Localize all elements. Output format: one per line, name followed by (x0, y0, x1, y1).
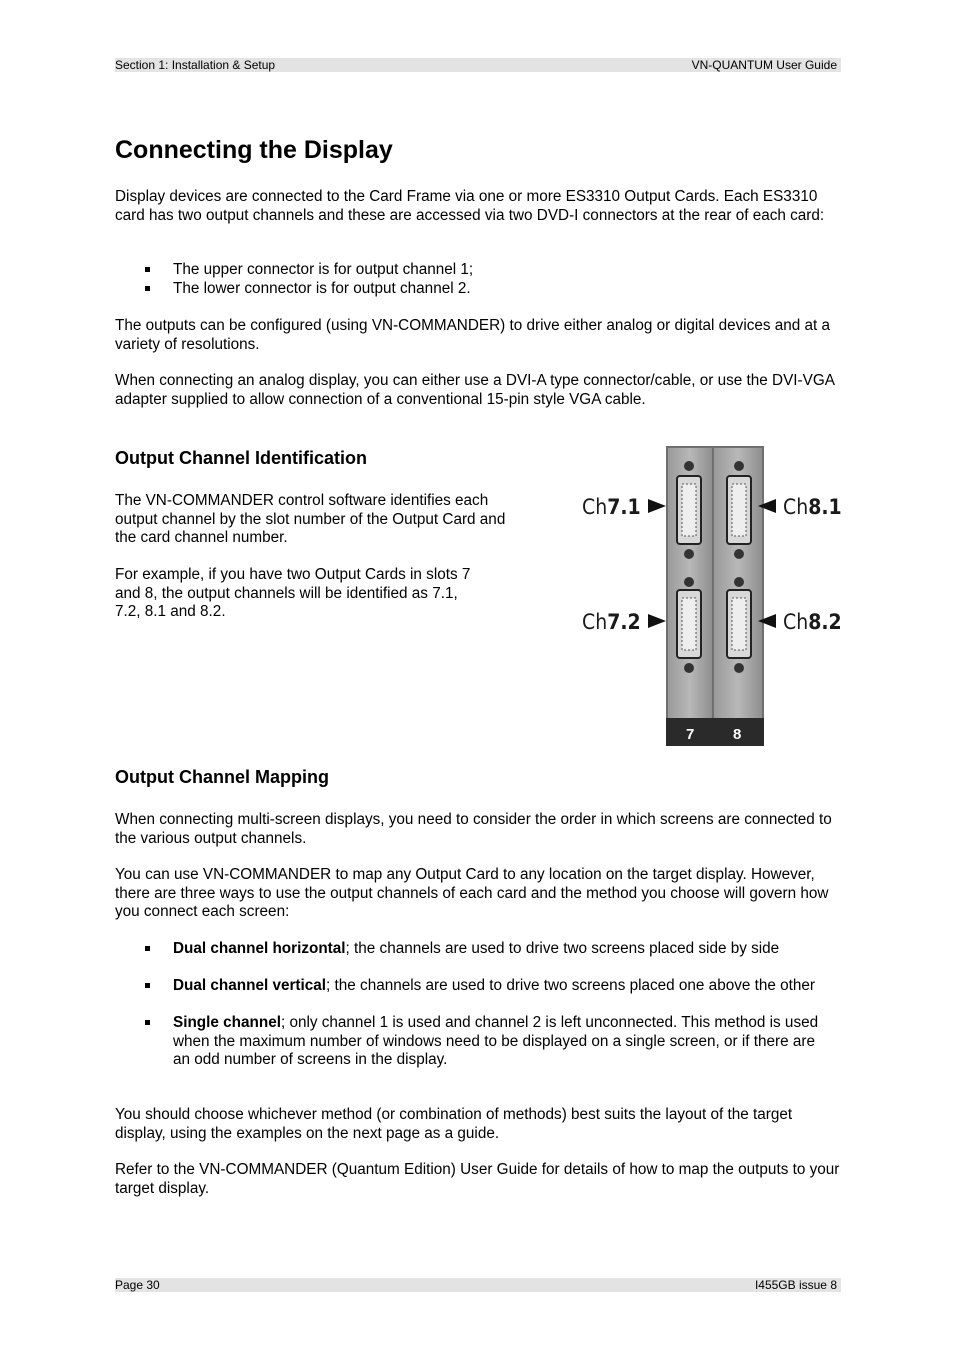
mapping-bullet-list (145, 940, 825, 1070)
bullet-icon (145, 983, 150, 988)
slot-number-strip (666, 718, 764, 746)
identification-paragraph-1: The VN-COMMANDER control software identifies each output channel by the slot number of the Output Card and the card channel number. (115, 492, 506, 546)
mapping-paragraph-3: You should choose whichever method (or combination of methods) best suits the layout of the target display, using the examples on the next page as a guide. (115, 1106, 793, 1142)
arrow-right-icon (648, 614, 666, 628)
mapping-heading: Output Channel Mapping (115, 767, 329, 787)
list-item: The lower connector is for output channel 2. (145, 280, 845, 299)
channel-label-7-1: Ch7.1 (582, 495, 641, 519)
channel-label-7-2: Ch7.2 (582, 610, 641, 634)
analog-paragraph: When connecting an analog display, you can either use a DVI-A type connector/cable, or use the DVI-VGA adapter supplied to allow connection of a conventional 15-pin style VGA cable. (115, 372, 835, 408)
bullet-icon (145, 267, 150, 272)
intro-bullet-list (145, 261, 845, 298)
outputs-paragraph: The outputs can be configured (using VN-COMMANDER) to drive either analog or digital devices and at a variety of resolutions. (115, 317, 831, 353)
channel-label-8-2: Ch8.2 (783, 610, 842, 634)
identification-heading: Output Channel Identification (115, 448, 367, 468)
header-section: Section 1: Installation & Setup (115, 58, 276, 72)
footer-page-number: Page 30 (115, 1278, 160, 1292)
header-guide-title: VN-QUANTUM User Guide (691, 58, 837, 72)
footer-issue: I455GB issue 8 (754, 1278, 837, 1292)
list-item: Single channel; only channel 1 is used and channel 2 is left unconnected. This method is used when the maximum number of windows need to be displayed on a single screen, or if there are an odd number of screens in the display. (145, 1014, 825, 1070)
bullet-icon (145, 1020, 150, 1025)
page-header (115, 58, 841, 72)
dvi-connector-7-2 (677, 577, 701, 673)
intro-paragraph: Display devices are connected to the Card Frame via one or more ES3310 Output Cards. Each ES3310 card has two output channels and these are accessed via two DVD-I connectors at the rear of each card: (115, 188, 825, 224)
list-item: Dual channel vertical; the channels are used to drive two screens placed one above the other (145, 977, 825, 996)
mapping-paragraph-2: You can use VN-COMMANDER to map any Output Card to any location on the target display. However, there are three ways to use the output channels of each card and the method you choose will govern how you connect each screen: (115, 866, 829, 920)
slot-number-7: 7 (686, 726, 695, 743)
list-item: The upper connector is for output channel 1; (145, 261, 845, 280)
arrow-right-icon (648, 499, 666, 513)
list-item: Dual channel horizontal; the channels are used to drive two screens placed side by side (145, 940, 825, 959)
dvi-connector-7-1 (677, 461, 701, 559)
channel-label-8-1: Ch8.1 (783, 495, 842, 519)
output-card-figure (580, 444, 842, 748)
bullet-icon (145, 286, 150, 291)
mapping-paragraph-1: When connecting multi-screen displays, you need to consider the order in which screens are connected to the various output channels. (115, 811, 832, 847)
dvi-connector-8-1 (727, 461, 751, 559)
identification-paragraph-2: For example, if you have two Output Cards in slots 7 and 8, the output channels will be identified as 7.1, 7.2, 8.1 and 8.2. (115, 566, 471, 620)
dvi-connector-8-2 (727, 577, 751, 673)
bullet-icon (145, 946, 150, 951)
slot-number-8: 8 (733, 726, 742, 743)
mapping-paragraph-4: Refer to the VN-COMMANDER (Quantum Edition) User Guide for details of how to map the outputs to your target display. (115, 1161, 840, 1197)
page-title: Connecting the Display (115, 136, 393, 164)
page-footer (115, 1278, 841, 1292)
